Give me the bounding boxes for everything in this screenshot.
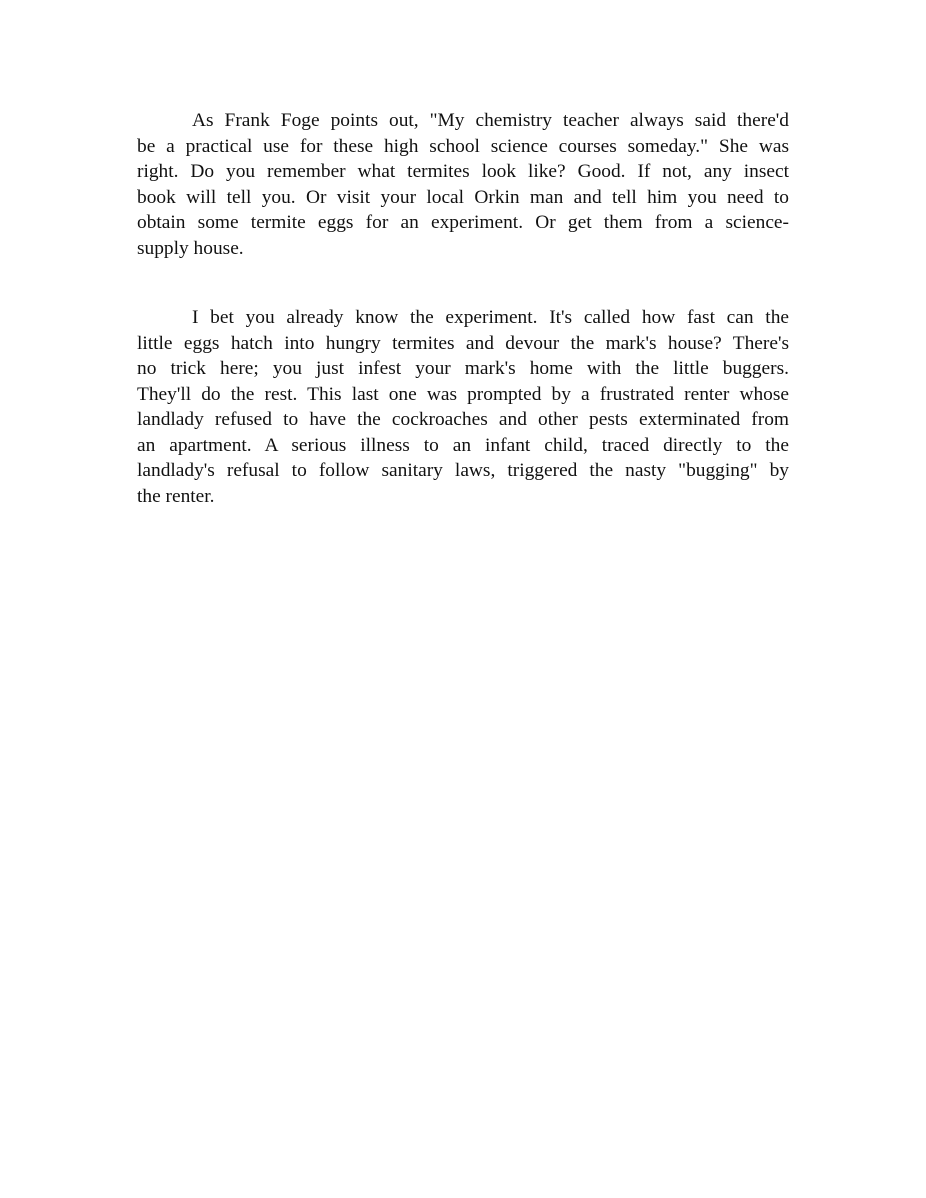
paragraph-line: landlady's refusal to follow sanitary laws, triggered the nasty "bugging" by — [137, 460, 789, 481]
paragraph-line: no trick here; you just infest your mark's home with the little buggers. — [137, 358, 789, 379]
paragraph-2 — [137, 305, 789, 509]
paragraph-line: the renter. — [137, 485, 215, 507]
paragraph-line: landlady refused to have the cockroaches and other pests exterminated from — [137, 409, 789, 430]
paragraph-line: little eggs hatch into hungry termites and devour the mark's house? There's — [137, 332, 789, 354]
paragraph-line: As Frank Foge points out, "My chemistry teacher always said there'd — [192, 110, 789, 131]
paragraph-1 — [137, 108, 789, 261]
paragraph-line: an apartment. A serious illness to an infant child, traced directly to the — [137, 434, 789, 456]
paragraph-line: They'll do the rest. This last one was prompted by a frustrated renter whose — [137, 383, 789, 405]
paragraph-line: right. Do you remember what termites look like? Good. If not, any insect — [137, 161, 789, 182]
paragraph-line: I bet you already know the experiment. It's called how fast can the — [192, 307, 789, 328]
paragraph-line: be a practical use for these high school science courses someday." She was — [137, 135, 789, 157]
paragraph-line: obtain some termite eggs for an experiment. Or get them from a science- — [137, 212, 789, 233]
paragraph-line: supply house. — [137, 237, 244, 259]
paragraph-line: book will tell you. Or visit your local Orkin man and tell him you need to — [137, 186, 789, 208]
